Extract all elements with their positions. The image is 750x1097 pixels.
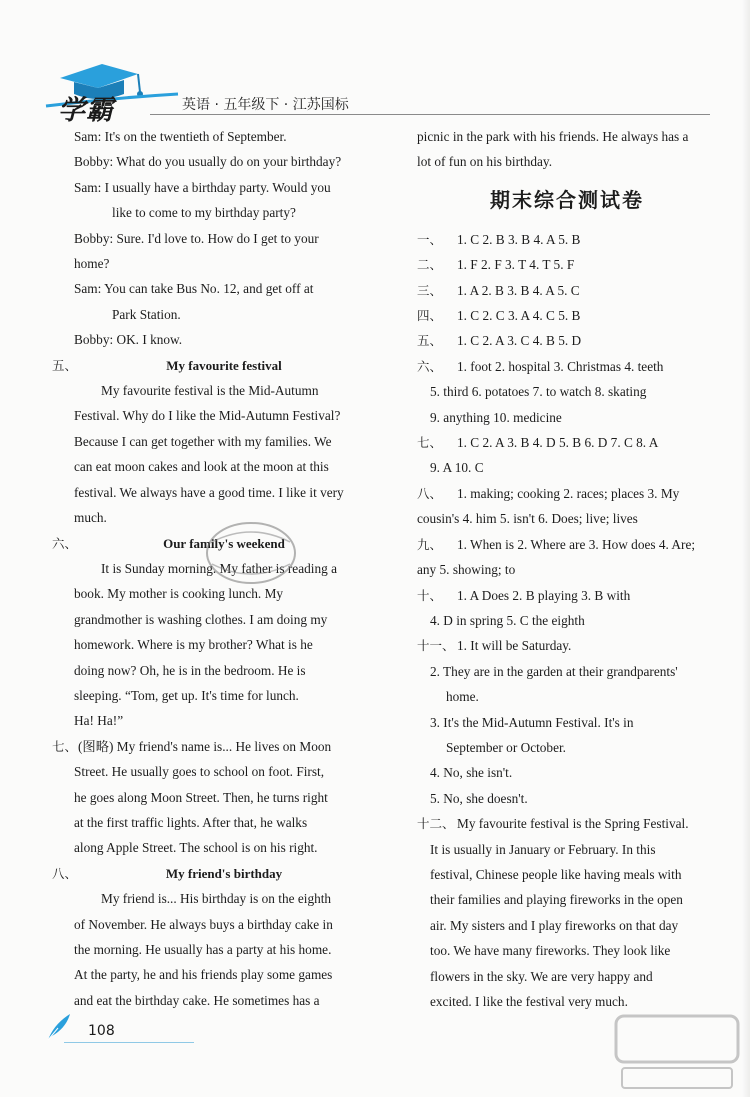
- essay-line: (图略) My friend's name is... He lives on Moon: [78, 738, 332, 754]
- answer-text: any 5. showing; to: [417, 562, 516, 578]
- essay-title: My friend's birthday: [165, 865, 283, 881]
- answer-text: 1. making; cooking 2. races; places 3. My: [457, 485, 680, 501]
- answer-text: My favourite festival is the Spring Festival.: [457, 816, 689, 832]
- answer-row: [417, 608, 717, 633]
- essay-line: of November. He always buys a birthday cake in: [74, 916, 333, 932]
- stamp-icon: [198, 512, 304, 594]
- essay-line: festival. We always have a good time. I like it very: [74, 484, 344, 500]
- answer-row: [417, 252, 717, 277]
- essay-line: grandmother is washing clothes. I am doing my: [74, 611, 328, 627]
- section-number: 五、: [52, 357, 78, 373]
- essay-line: Ha! Ha!”: [74, 713, 124, 729]
- essay-line: Festival. Why do I like the Mid-Autumn Festival?: [74, 408, 341, 424]
- answer-text: 4. D in spring 5. C the eighth: [430, 612, 585, 628]
- answer-row: [417, 811, 717, 836]
- answer-text: September or October.: [446, 739, 567, 755]
- answer-text: 9. anything 10. medicine: [430, 409, 562, 425]
- essay-line: flowers in the sky. We are very happy and: [430, 968, 653, 984]
- answer-text: 1. F 2. F 3. T 4. T 5. F: [457, 257, 575, 273]
- essay-line: at the first traffic lights. After that, he walks: [74, 814, 308, 830]
- question-number: 三、: [417, 282, 443, 298]
- dialogue-line: Bobby: What do you usually do on your birthday?: [74, 154, 342, 170]
- answer-row: [417, 379, 717, 404]
- essay-line: their families and playing fireworks in the open: [430, 892, 683, 908]
- section-number: 八、: [52, 865, 78, 881]
- answer-text: 4. No, she isn't.: [430, 765, 513, 781]
- answer-row: [417, 735, 717, 760]
- dialogue-line: home?: [74, 256, 110, 272]
- answer-row: [417, 227, 717, 252]
- essay-line: the morning. He usually has a party at his home.: [74, 942, 332, 957]
- answer-text: 1. A 2. B 3. B 4. A 5. C: [457, 282, 580, 298]
- essay-line: doing now? Oh, he is in the bedroom. He is: [74, 662, 306, 678]
- essay-line: At the party, he and his friends play some games: [74, 967, 333, 983]
- essay-line: and eat the birthday cake. He sometimes has a: [74, 992, 320, 1008]
- essay-line: lot of fun on his birthday.: [417, 154, 553, 170]
- essay-line: homework. Where is my brother? What is he: [74, 637, 313, 653]
- essay-line: he goes along Moon Street. Then, he turns right: [74, 789, 328, 805]
- essay-line: Street. He usually goes to school on foot. First,: [74, 764, 325, 780]
- feather-pen-icon: [44, 1012, 74, 1042]
- right-column: [417, 124, 717, 1014]
- question-number: 十、: [417, 587, 443, 603]
- question-number: 九、: [417, 536, 443, 552]
- question-number: 一、: [417, 231, 443, 247]
- essay-line: My friend is... His birthday is on the eighth: [101, 891, 332, 907]
- essay-line: book. My mother is cooking lunch. My: [74, 586, 284, 602]
- essay-line: It is usually in January or February. In this: [430, 841, 656, 857]
- answer-text: home.: [446, 689, 479, 705]
- essay-line: My favourite festival is the Mid-Autumn: [101, 383, 319, 399]
- answer-row: [417, 303, 717, 328]
- page-edge-shadow: [742, 0, 750, 1097]
- answer-row: [417, 659, 717, 684]
- answer-text: 1. C 2. C 3. A 4. C 5. B: [457, 308, 581, 324]
- answer-text: 3. It's the Mid-Autumn Festival. It's in: [430, 714, 634, 730]
- question-number: 四、: [417, 308, 443, 324]
- answer-text: 1. A Does 2. B playing 3. B with: [457, 587, 631, 603]
- dialogue-line: Sam: I usually have a birthday party. Would you: [74, 179, 331, 195]
- answer-text: 9. A 10. C: [430, 460, 484, 476]
- answer-row: [417, 354, 717, 379]
- answer-row: [417, 481, 717, 506]
- essay-line: festival, Chinese people like having meals with: [430, 866, 682, 882]
- question-number: 二、: [417, 257, 443, 273]
- watermark-logo-icon: [612, 1012, 742, 1092]
- book-subtitle: 英语 · 五年级下 · 江苏国标: [182, 97, 349, 113]
- exam-title: 期末综合测试卷: [490, 187, 644, 212]
- answer-text: cousin's 4. him 5. isn't 6. Does; live; lives: [417, 511, 638, 527]
- answer-row: [417, 455, 717, 480]
- section-number: 六、: [52, 535, 78, 551]
- section-8-heading: [52, 861, 374, 886]
- dialogue-line: Bobby: OK. I know.: [74, 332, 183, 348]
- essay-line: excited. I like the festival very much.: [430, 994, 628, 1009]
- answer-text: 1. C 2. A 3. B 4. D 5. B 6. D 7. C 8. A: [457, 435, 659, 451]
- header-divider: [150, 114, 710, 115]
- answer-row: [417, 532, 717, 557]
- answer-text: 1. C 2. A 3. C 4. B 5. D: [457, 333, 582, 349]
- essay-title: My favourite festival: [166, 357, 282, 373]
- answer-text: 1. It will be Saturday.: [457, 638, 572, 654]
- answer-row: [417, 786, 717, 811]
- essay-line: along Apple Street. The school is on his right.: [74, 840, 318, 856]
- question-number: 七、: [417, 435, 443, 451]
- essay-line: sleeping. “Tom, get up. It's time for lunch.: [74, 687, 299, 703]
- essay-line: much.: [74, 510, 107, 526]
- dialogue-line: Sam: It's on the twentieth of September.: [74, 129, 287, 144]
- answer-text: 5. third 6. potatoes 7. to watch 8. skating: [430, 384, 647, 400]
- question-number: 八、: [417, 485, 443, 501]
- answer-text: 1. C 2. B 3. B 4. A 5. B: [457, 231, 581, 247]
- logo-text: 学霸: [58, 95, 114, 126]
- answer-text: 1. foot 2. hospital 3. Christmas 4. teeth: [457, 358, 664, 374]
- section-number: 七、: [52, 738, 78, 754]
- section-5-heading: [52, 353, 374, 378]
- question-number: 十二、: [417, 816, 455, 832]
- page-number: 108: [88, 1023, 115, 1039]
- answer-row: [417, 430, 717, 455]
- answer-text: 5. No, she doesn't.: [430, 790, 528, 806]
- essay-line: too. We have many fireworks. They look like: [430, 943, 671, 959]
- answer-text: 1. When is 2. Where are 3. How does 4. Are;: [457, 536, 696, 552]
- dialogue-line: Park Station.: [112, 306, 181, 322]
- answer-row: [417, 278, 717, 303]
- essay-line: air. My sisters and I play fireworks on that day: [430, 917, 679, 933]
- section-7-heading: [52, 734, 374, 759]
- question-number: 五、: [417, 333, 443, 349]
- question-number: 六、: [417, 358, 443, 374]
- dialogue-line: Bobby: Sure. I'd love to. How do I get to your: [74, 230, 319, 246]
- essay-line: picnic in the park with his friends. He always has a: [417, 129, 689, 144]
- essay-line: Because I can get together with my families. We: [74, 433, 332, 449]
- dialogue-line: Sam: You can take Bus No. 12, and get off at: [74, 281, 314, 297]
- dialogue-line: like to come to my birthday party?: [112, 205, 296, 221]
- essay-line: can eat moon cakes and look at the moon at this: [74, 459, 329, 475]
- answer-row: [417, 328, 717, 353]
- answer-row: [417, 583, 717, 608]
- answer-row: [417, 633, 717, 658]
- answer-row: [417, 557, 717, 582]
- footer-divider: [64, 1042, 194, 1043]
- question-number: 十一、: [417, 638, 455, 654]
- answer-text: 2. They are in the garden at their grandparents': [430, 663, 678, 679]
- answer-row: [417, 710, 717, 735]
- essay-line: It is Sunday morning. My father is reading a: [101, 560, 337, 576]
- answer-row: [417, 684, 717, 709]
- essay-title: Our family's weekend: [163, 535, 285, 551]
- answer-row: [417, 405, 717, 430]
- answer-row: [417, 506, 717, 531]
- answer-row: [417, 760, 717, 785]
